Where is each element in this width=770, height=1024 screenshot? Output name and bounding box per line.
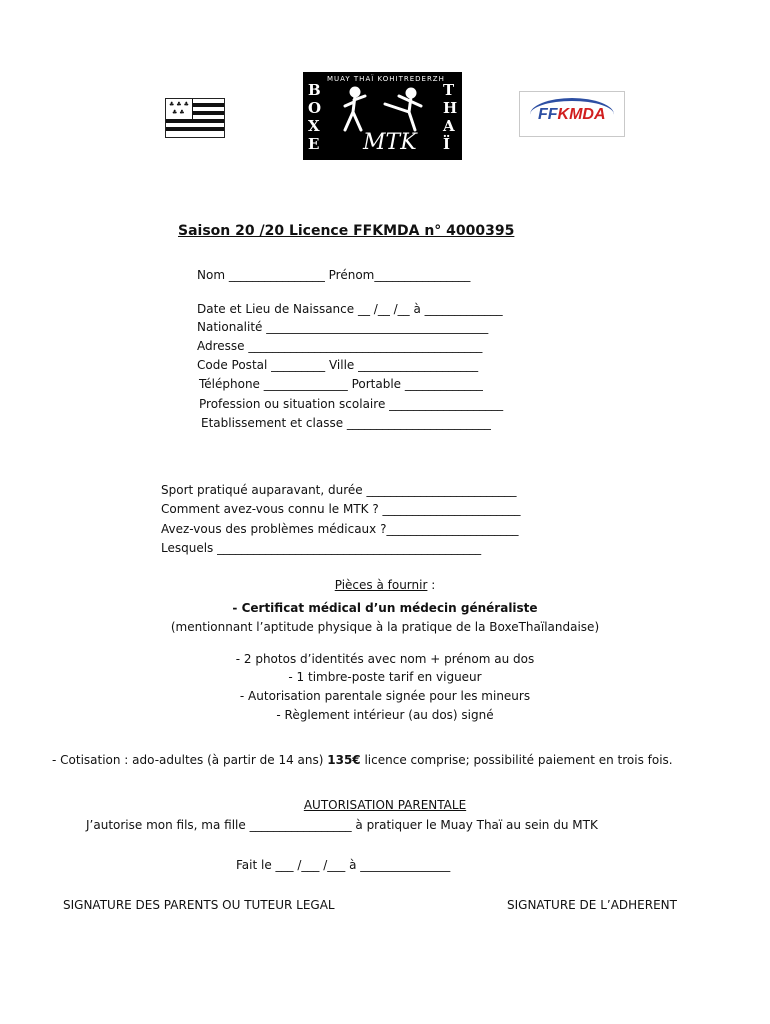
piece-item: - Règlement intérieur (au dos) signé (276, 708, 494, 722)
nationalite-line: Nationalité _____________________________________ (197, 320, 489, 334)
breton-flag-icon: ♣ ♣ ♣ ♣ ♣ (165, 98, 225, 138)
lesquels-line: Lesquels ____________________________________________ (161, 541, 482, 555)
adresse-line: Adresse _______________________________________ (197, 339, 483, 353)
sport-pratique-line: Sport pratiqué auparavant, durée _________________________ (161, 483, 517, 497)
logo-letter: O (308, 99, 322, 117)
pieces-heading (0, 577, 770, 593)
ffkmda-logo (519, 91, 625, 137)
fighters-icon (325, 84, 441, 134)
autorisation-heading: AUTORISATION PARENTALE (303, 798, 467, 812)
cotisation-line (52, 752, 673, 768)
logo-letter: X (308, 117, 320, 135)
logo-letter: H (443, 99, 458, 117)
page-title: Saison 20 /20 Licence FFKMDA n° 4000395 (178, 223, 515, 239)
logo-tagline: MUAY THAÏ KOHITREDERZH (327, 75, 445, 83)
cotisation-amount: 135€ (327, 753, 361, 767)
certificat-mention: (mentionnant l’aptitude physique à la pratique de la BoxeThaïlandaise) (170, 620, 600, 634)
code-postal-line: Code Postal _________ Ville ____________________ (197, 358, 479, 372)
date-naissance-line: Date et Lieu de Naissance __ /__ /__ à _____________ (197, 302, 503, 316)
signature-adherent-label: SIGNATURE DE L’ADHERENT (507, 898, 677, 912)
logo-letter: E (308, 135, 320, 153)
piece-item: - 1 timbre-poste tarif en vigueur (288, 670, 482, 684)
problemes-medicaux-line: Avez-vous des problèmes médicaux ?______________________ (161, 522, 519, 536)
certificat-medical: - Certificat médical d’un médecin généraliste (232, 601, 538, 615)
telephone-line: Téléphone ______________ Portable _____________ (199, 377, 483, 391)
etablissement-line: Etablissement et classe ________________________ (201, 416, 491, 430)
profession-line: Profession ou situation scolaire ___________________ (199, 397, 504, 411)
fait-le-line: Fait le ___ /___ /___ à _______________ (236, 858, 451, 872)
ffkmda-logo-text: FFKMDA (538, 106, 606, 123)
logo-letter: B (308, 81, 321, 99)
nom-prenom-line: Nom ________________ Prénom________________ (197, 268, 471, 282)
piece-item: - Autorisation parentale signée pour les mineurs (239, 689, 531, 703)
logo-mtk-text: MTK (363, 130, 417, 155)
autorisation-text: J’autorise mon fils, ma fille _________________ à pratiquer le Muay Thaï au sein du MTK (86, 818, 598, 832)
signature-parents-label: SIGNATURE DES PARENTS OU TUTEUR LEGAL (63, 898, 335, 912)
pieces-heading-text: Pièces à fournir (334, 578, 428, 592)
pieces-heading-suffix: : (427, 578, 436, 592)
cotisation-text: - Cotisation : ado-adultes (à partir de 14 ans) (52, 753, 328, 767)
logo-letter: T (443, 81, 455, 99)
logo-letter: Ï (443, 135, 451, 153)
mtk-logo (303, 72, 462, 160)
logo-letter: A (443, 117, 455, 135)
comment-connu-line: Comment avez-vous connu le MTK ? _______________________ (161, 502, 521, 516)
cotisation-text-end: licence comprise; possibilité paiement en trois fois. (360, 753, 673, 767)
piece-item: - 2 photos d’identités avec nom + prénom au dos (235, 652, 535, 666)
